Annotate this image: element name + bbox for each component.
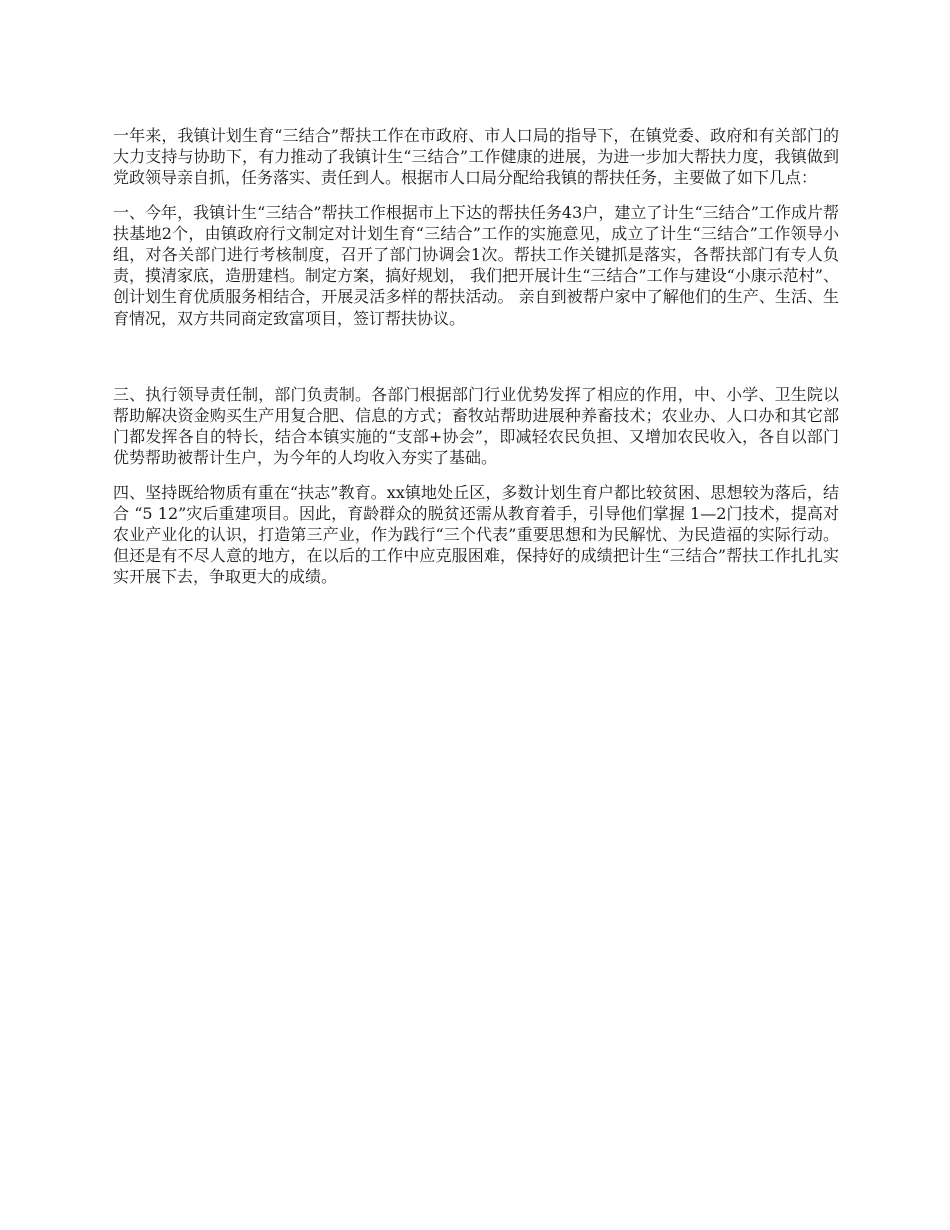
paragraph-section-three: 三、执行领导责任制，部门负责制。各部门根据部门行业优势发挥了相应的作用，中、小学、卫生院以帮助解决资金购买生产用复合肥、信息的方式；畜牧站帮助进展种养畜技术；农业办、人口办和其它部门都发挥各自的特长，结合本镇实施的“支部+协会”，即减轻农民负担、又增加农民收入，各自以部门优势帮助被帮计生户，为今年的人均收入夯实了基础。 (113, 384, 839, 468)
paragraph-section-four: 四、坚持既给物质有重在“扶志”教育。xx镇地处丘区，多数计划生育户都比较贫困、思想较为落后，结合 “5 12”灾后重建项目。因此，育龄群众的脱贫还需从教育着手，引导他们掌握 1—2门技术，提高对农业产业化的认识，打造第三产业，作为践行“三个代表”重要思想和为民解忧、为民造福的实际行动。但还是有不尽人意的地方，在以后的工作中应克服困难，保持好的成绩把计生“三结合”帮扶工作扎扎实实开展下去，争取更大的成绩。 (113, 482, 839, 587)
paragraph-intro: 一年来，我镇计划生育“三结合”帮扶工作在市政府、市人口局的指导下，在镇党委、政府和有关部门的大力支持与协助下，有力推动了我镇计生“三结合”工作健康的进展，为进一步加大帮扶力度，我镇做到党政领导亲自抓，任务落实、责任到人。根据市人口局分配给我镇的帮扶任务，主要做了如下几点： (113, 126, 839, 188)
paragraph-section-one: 一、今年，我镇计生“三结合”帮扶工作根据市上下达的帮扶任务43户，建立了计生“三结合”工作成片帮扶基地2个，由镇政府行文制定对计划生育“三结合”工作的实施意见，成立了计生“三结合”工作领导小组，对各关部门进行考核制度，召开了部门协调会1次。帮扶工作关键抓是落实，各帮扶部门有专人负责，摸清家底，造册建档。制定方案，搞好规划， 我们把开展计生“三结合”工作与建设“小康示范村”、创计划生育优质服务相结合，开展灵活多样的帮扶活动。 亲自到被帮户家中了解他们的生产、生活、生育情况，双方共同商定致富项目，签订帮扶协议。 (113, 202, 839, 328)
document-body (113, 125, 839, 588)
